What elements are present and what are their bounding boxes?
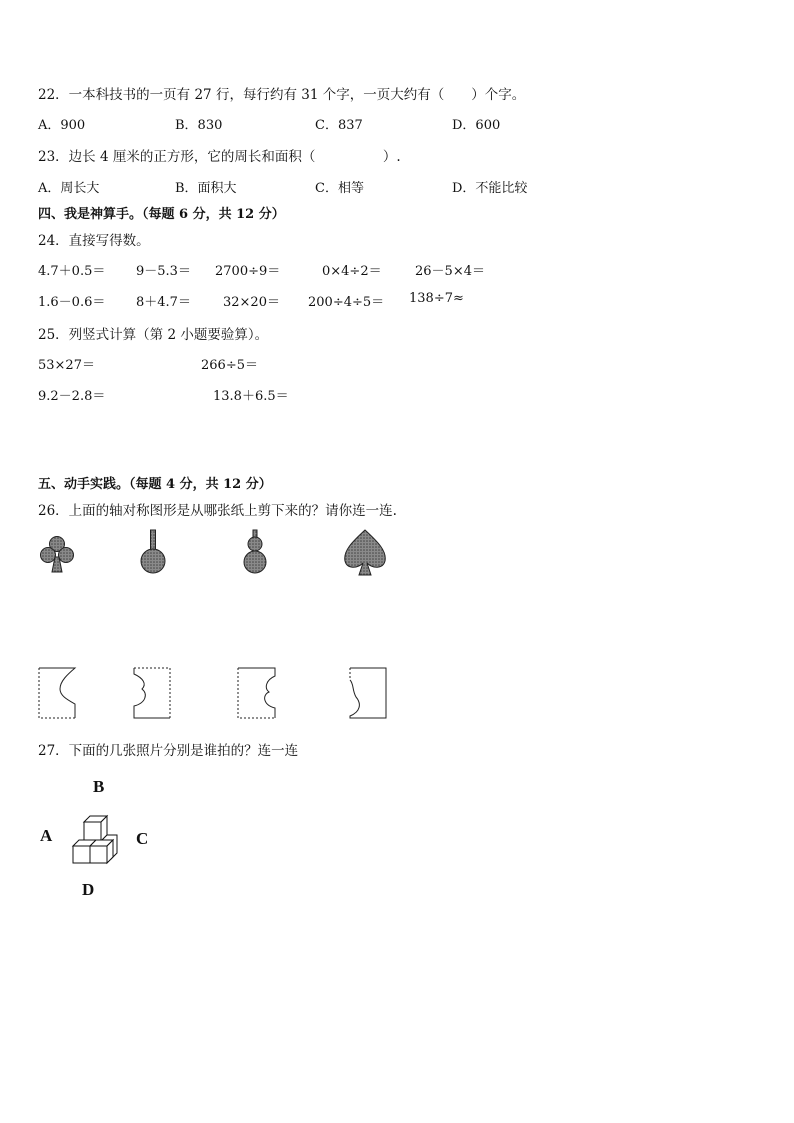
q24-stem: 24．直接写得数。 — [38, 233, 150, 249]
spade-icon[interactable] — [345, 530, 386, 575]
q27-label-b[interactable]: B — [93, 777, 105, 796]
q23-option-b[interactable]: B．面积大 — [175, 181, 237, 196]
q25-r2-c2: 13.8＋6.5＝ — [213, 389, 289, 404]
q23-option-d[interactable]: D．不能比较 — [452, 181, 528, 196]
paper-cut-4[interactable] — [350, 668, 386, 718]
q25-stem: 25．列竖式计算（第 2 小题要验算）。 — [38, 327, 269, 343]
q24-r1-c3: 2700÷9＝ — [215, 264, 281, 279]
q27-label-d[interactable]: D — [82, 880, 95, 899]
q25-r1-c1: 53×27＝ — [38, 358, 95, 373]
q24-r2-c1: 1.6－0.6＝ — [38, 295, 106, 310]
club-icon[interactable] — [41, 537, 74, 573]
q24-r1-c1: 4.7＋0.5＝ — [38, 264, 106, 279]
gourd-icon[interactable] — [244, 530, 266, 573]
section-5-title: 五、动手实践。（每题 4 分，共 12 分） — [38, 477, 272, 492]
q23-stem: 23．边长 4 厘米的正方形，它的周长和面积（ ）. — [38, 149, 401, 165]
lollipop-icon[interactable] — [141, 530, 165, 573]
q23-option-a[interactable]: A．周长大 — [38, 181, 100, 196]
q24-r1-c4: 0×4÷2＝ — [322, 264, 382, 279]
cube-stack-figure — [73, 816, 117, 863]
q26-stem: 26．上面的轴对称图形是从哪张纸上剪下来的？请你连一连. — [38, 503, 397, 519]
q27-label-a[interactable]: A — [40, 826, 53, 845]
paper-cut-2[interactable] — [134, 668, 170, 718]
q23-option-c[interactable]: C．相等 — [315, 181, 364, 196]
q27-stem: 27．下面的几张照片分别是谁拍的？连一连 — [38, 743, 299, 759]
paper-cut-3[interactable] — [238, 668, 275, 718]
q24-r2-c4: 200÷4÷5＝ — [308, 295, 385, 310]
q22-option-c[interactable]: C．837 — [315, 118, 363, 133]
q22-option-b[interactable]: B．830 — [175, 118, 223, 133]
q24-r1-c2: 9－5.3＝ — [136, 264, 191, 279]
q25-r2-c1: 9.2－2.8＝ — [38, 389, 106, 404]
q22-option-a[interactable]: A．900 — [38, 118, 86, 133]
section-4-title: 四、我是神算手。（每题 6 分，共 12 分） — [38, 207, 285, 222]
q22-option-d[interactable]: D．600 — [452, 118, 501, 133]
q24-r2-c3: 32×20＝ — [223, 295, 280, 310]
q27-label-c[interactable]: C — [136, 829, 149, 848]
q24-r2-c2: 8＋4.7＝ — [136, 295, 191, 310]
q24-r2-c5: 138÷7≈ — [409, 291, 464, 306]
q24-r1-c5: 26－5×4＝ — [415, 264, 485, 279]
paper-cut-1[interactable] — [39, 668, 75, 718]
q25-r1-c2: 266÷5＝ — [201, 358, 258, 373]
q22-stem: 22．一本科技书的一页有 27 行，每行约有 31 个字，一页大约有（ ）个字。 — [38, 87, 526, 103]
